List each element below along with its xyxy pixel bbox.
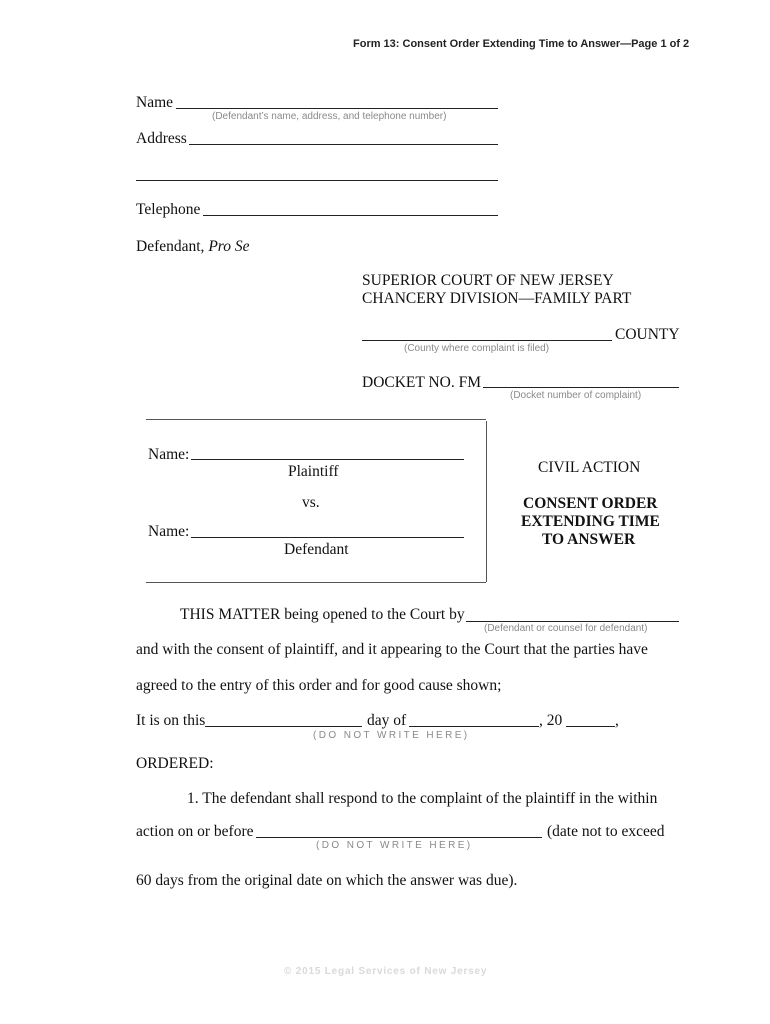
- year-field[interactable]: [566, 726, 615, 727]
- copyright-footer: © 2015 Legal Services of New Jersey: [284, 966, 488, 977]
- address-field-line-1[interactable]: [189, 144, 498, 145]
- court-division: CHANCERY DIVISION—FAMILY PART: [362, 290, 632, 307]
- month-field[interactable]: [409, 726, 539, 727]
- docket-hint: (Docket number of complaint): [510, 390, 642, 401]
- plaintiff-name-label: Name:: [148, 446, 190, 463]
- do-not-write-hint-1: (DO NOT WRITE HERE): [313, 730, 470, 741]
- caption-right-border: [486, 421, 487, 582]
- defendant-name-field[interactable]: [191, 537, 464, 538]
- form-title-line-3: TO ANSWER: [542, 531, 636, 548]
- plaintiff-name-field[interactable]: [191, 459, 464, 460]
- page-header: Form 13: Consent Order Extending Time to Answer—Page 1 of 2: [353, 38, 690, 50]
- defendant-label: Defendant,: [136, 238, 205, 255]
- address-field-line-2[interactable]: [136, 180, 498, 181]
- opened-by-field[interactable]: [466, 621, 679, 622]
- county-field[interactable]: [362, 340, 612, 341]
- on-or-before-text: action on or before: [136, 823, 254, 840]
- defendant-name-label: Name:: [148, 523, 190, 540]
- response-date-field[interactable]: [256, 837, 542, 838]
- defendant-caption-label: Defendant: [284, 541, 349, 558]
- county-label: COUNTY: [615, 326, 680, 343]
- day-of-text: day of: [367, 712, 407, 729]
- paragraph-1: 1. The defendant shall respond to the complaint of the plaintiff in the within: [187, 790, 658, 807]
- year-suffix-comma: ,: [615, 712, 619, 729]
- name-field[interactable]: [176, 108, 498, 109]
- county-hint: (County where complaint is filed): [404, 343, 550, 354]
- do-not-write-hint-2: (DO NOT WRITE HERE): [316, 840, 473, 851]
- address-label: Address: [136, 130, 187, 147]
- date-not-exceed-text: (date not to exceed: [547, 823, 665, 840]
- name-label: Name: [136, 94, 174, 111]
- defendant-pro-se-label: [136, 238, 250, 256]
- opened-by-hint: (Defendant or counsel for defendant): [484, 623, 648, 634]
- date-prefix-text: It is on this: [136, 712, 206, 729]
- docket-field[interactable]: [483, 387, 679, 388]
- telephone-label: Telephone: [136, 201, 201, 218]
- form-title-line-2: EXTENDING TIME: [521, 513, 660, 530]
- year-prefix-text: , 20: [539, 712, 563, 729]
- court-name: SUPERIOR COURT OF NEW JERSEY: [362, 272, 614, 289]
- versus-label: vs.: [302, 494, 320, 511]
- pro-se-label: Pro Se: [208, 238, 250, 255]
- caption-bottom-border: [146, 582, 486, 583]
- docket-label: DOCKET NO. FM: [362, 374, 481, 391]
- civil-action-label: CIVIL ACTION: [538, 459, 641, 476]
- caption-top-border: [146, 419, 486, 420]
- agreed-text: agreed to the entry of this order and for good cause shown;: [136, 677, 502, 694]
- consent-text: and with the consent of plaintiff, and it appearing to the Court that the parties have: [136, 641, 648, 658]
- ordered-label: ORDERED:: [136, 755, 214, 772]
- day-field[interactable]: [205, 726, 362, 727]
- form-title-line-1: CONSENT ORDER: [523, 495, 658, 512]
- plaintiff-label: Plaintiff: [288, 463, 339, 480]
- telephone-field[interactable]: [203, 215, 498, 216]
- name-hint: (Defendant’s name, address, and telephone number): [212, 111, 447, 122]
- sixty-days-text: 60 days from the original date on which the answer was due).: [136, 872, 518, 889]
- opened-by-text: THIS MATTER being opened to the Court by: [180, 606, 465, 623]
